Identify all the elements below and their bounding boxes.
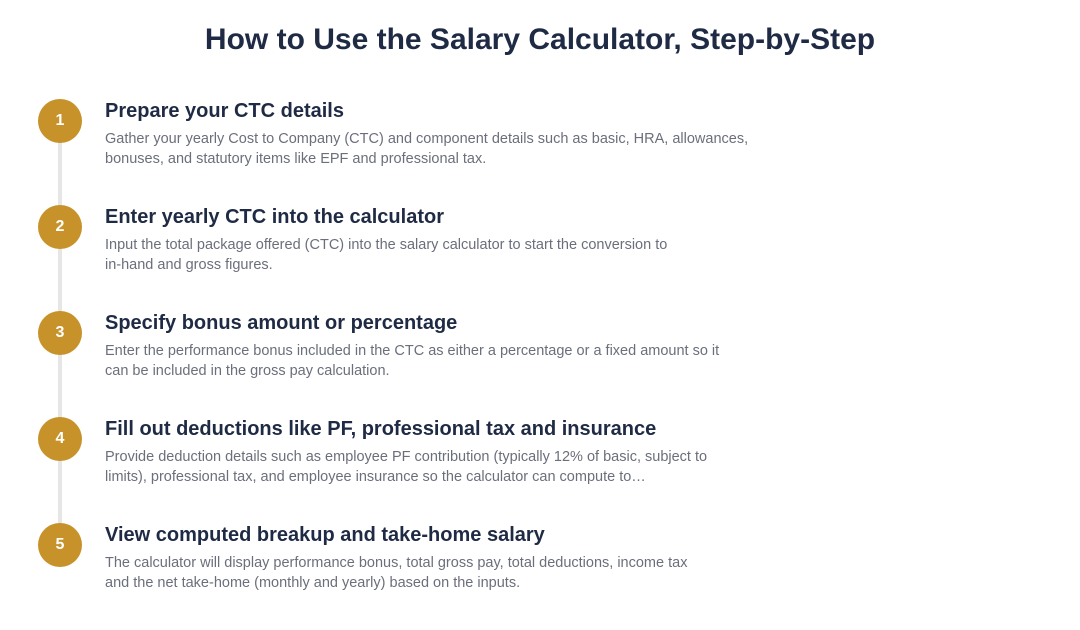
step-description [105, 447, 785, 487]
step-description-line: can be included in the gross pay calculation. [105, 363, 390, 379]
step-description-line: Enter the performance bonus included in the CTC as either a percentage or a fixed amount so it [105, 343, 720, 359]
step-description [105, 553, 785, 593]
step-description-line: in-hand and gross figures. [105, 257, 273, 273]
step-description [105, 129, 785, 169]
step-description-line: bonuses, and statutory items like EPF and professional tax. [105, 151, 487, 167]
step-description [105, 341, 785, 381]
step-number-badge: 1 [38, 99, 82, 143]
step-description [105, 235, 785, 275]
step-description-line: Provide deduction details such as employee PF contribution (typically 12% of basic, subject to [105, 449, 708, 465]
step-description-line: The calculator will display performance bonus, total gross pay, total deductions, income tax [105, 555, 688, 571]
page-title: How to Use the Salary Calculator, Step-by-Step [204, 23, 876, 56]
step-title: View computed breakup and take-home salary [105, 524, 545, 546]
step-description-line: Gather your yearly Cost to Company (CTC) and component details such as basic, HRA, allowances, [105, 131, 749, 147]
step-number-badge: 3 [38, 311, 82, 355]
step-title: Specify bonus amount or percentage [105, 312, 458, 334]
step-number-badge: 2 [38, 205, 82, 249]
step-title: Enter yearly CTC into the calculator [105, 206, 444, 228]
step-description-line: and the net take-home (monthly and yearly) based on the inputs. [105, 575, 521, 591]
step-title: Fill out deductions like PF, professional tax and insurance [105, 418, 657, 440]
step-title: Prepare your CTC details [105, 100, 344, 122]
step-number-badge: 4 [38, 417, 82, 461]
step-description-line: Input the total package offered (CTC) into the salary calculator to start the conversion to [105, 237, 668, 253]
step-description-line: limits), professional tax, and employee insurance so the calculator can compute to… [105, 469, 646, 485]
step-number-badge: 5 [38, 523, 82, 567]
